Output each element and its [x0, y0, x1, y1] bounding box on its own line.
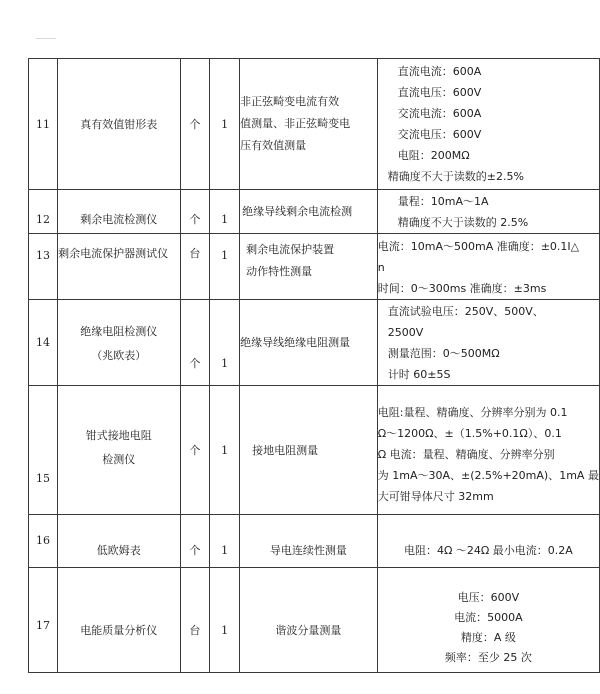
purpose-line: 接地电阻测量: [252, 443, 319, 457]
spec-line: 交流电压：600V: [397, 128, 482, 141]
purpose: [240, 515, 378, 568]
spec-line: 计时 60±5S: [387, 367, 451, 381]
quantity: 1: [210, 515, 240, 568]
equipment-name: [58, 568, 180, 673]
name-line: 绝缘电阻检测仪: [80, 325, 158, 338]
table-row: [29, 59, 600, 190]
row-number: 11: [29, 59, 58, 190]
purpose-line: 非正弦畸变电流有效: [240, 95, 340, 108]
spec-line: 直流电流：600A: [397, 65, 482, 78]
unit: 个: [180, 190, 210, 234]
equipment-name: [58, 386, 180, 515]
purpose-line: 压有效值测量: [240, 139, 307, 152]
quantity: 1: [210, 568, 240, 673]
quantity: 1: [210, 190, 240, 234]
spec-line: 精确度不大于读数的±2.5%: [387, 170, 524, 183]
spec-line: n: [377, 261, 385, 274]
purpose: [240, 300, 378, 386]
name-line: 电能质量分析仪: [80, 624, 158, 637]
quantity: 1: [210, 234, 240, 300]
spec-line: 电阻：200MΩ: [397, 149, 470, 162]
name-line: 钳式接地电阻: [85, 429, 152, 442]
spec-line: 电流：5000A: [454, 611, 523, 624]
specification: [377, 190, 599, 234]
spec-line: 频率：至少 25 次: [444, 651, 532, 664]
spec-line: 测量范围：0～500MΩ: [387, 346, 500, 360]
name-line: （兆欧表）: [91, 349, 147, 362]
row-number: 17: [29, 568, 58, 673]
spec-line: 时间：0～300ms 准确度：±3ms: [377, 282, 547, 295]
spec-line: 交流电流：600A: [397, 107, 482, 120]
table-row: [29, 515, 600, 568]
unit: 个: [180, 515, 210, 568]
spec-line: 量程：10mA～1A: [397, 194, 489, 208]
purpose-line: 动作特性测量: [246, 265, 313, 278]
purpose: [240, 234, 378, 300]
purpose-line: 剩余电流保护装置: [246, 243, 335, 256]
row-number: 12: [29, 190, 58, 234]
purpose-line: 谐波分量测量: [275, 624, 342, 637]
name-line: 低欧姆表: [96, 544, 141, 557]
purpose: [240, 568, 378, 673]
spec-line: 电阻：4Ω ～24Ω 最小电流：0.2A: [403, 544, 573, 557]
equipment-name: [58, 515, 180, 568]
table-row: [29, 300, 600, 386]
row-number: 16: [29, 515, 58, 568]
decorative-rule: [36, 38, 56, 39]
unit: 个: [180, 386, 210, 515]
table-row: [29, 386, 600, 515]
unit: 个: [180, 59, 210, 190]
spec-line: 直流电压：600V: [397, 86, 482, 99]
specification: [377, 515, 599, 568]
specification: [377, 568, 599, 673]
name-line: 剩余电流检测仪: [80, 213, 158, 226]
spec-line: 电压：600V: [457, 591, 520, 604]
quantity: 1: [210, 300, 240, 386]
spec-line: 电流：10mA～500mA 准确度：±0.1I△: [377, 240, 580, 253]
row-number: 15: [29, 386, 58, 515]
unit: 个: [180, 300, 210, 386]
spec-line: 2500V: [387, 325, 424, 339]
equipment-name: [58, 234, 180, 300]
purpose: [240, 386, 378, 515]
equipment-name: [58, 190, 180, 234]
purpose-line: 绝缘导线剩余电流检测: [242, 205, 353, 218]
specification: [377, 234, 599, 300]
spec-line: 为 1mA～30A、±(2.5%+20mA)、1mA 最: [377, 469, 599, 482]
equipment-name: [58, 300, 180, 386]
purpose-line: 值测量、非正弦畸变电: [240, 117, 351, 130]
spec-line: 电阻:量程、精确度、分辨率分别为 0.1: [377, 406, 568, 419]
purpose: [240, 59, 378, 190]
spec-line: 精度：A 级: [460, 631, 516, 644]
specification: [377, 386, 599, 515]
name-line: 检测仪: [102, 453, 136, 466]
equipment-table: [28, 58, 600, 673]
equipment-name: [58, 59, 180, 190]
name-line: 剩余电流保护器测试仪: [58, 247, 169, 260]
specification: [377, 59, 599, 190]
table-row: [29, 234, 600, 300]
spec-line: 直流试验电压：250V、500V、: [387, 304, 544, 318]
spec-line: Ω 电流：量程、精确度、分辨率分别: [377, 448, 555, 461]
purpose: [240, 190, 378, 234]
unit: 台: [180, 234, 210, 300]
quantity: 1: [210, 59, 240, 190]
row-number: 13: [29, 234, 58, 300]
row-number: 14: [29, 300, 58, 386]
table-row: [29, 190, 600, 234]
quantity: 1: [210, 386, 240, 515]
spec-line: 精确度不大于读数的 2.5%: [397, 215, 529, 229]
purpose-line: 绝缘导线绝缘电阻测量: [240, 336, 351, 349]
purpose-line: 导电连续性测量: [269, 544, 347, 557]
unit: 台: [180, 568, 210, 673]
specification: [377, 300, 599, 386]
name-line: 真有效值钳形表: [80, 117, 158, 131]
spec-line: Ω～1200Ω、±（1.5%+0.1Ω）、0.1: [377, 427, 562, 440]
spec-line: 大可钳导体尺寸 32mm: [377, 490, 494, 503]
table-row: [29, 568, 600, 673]
